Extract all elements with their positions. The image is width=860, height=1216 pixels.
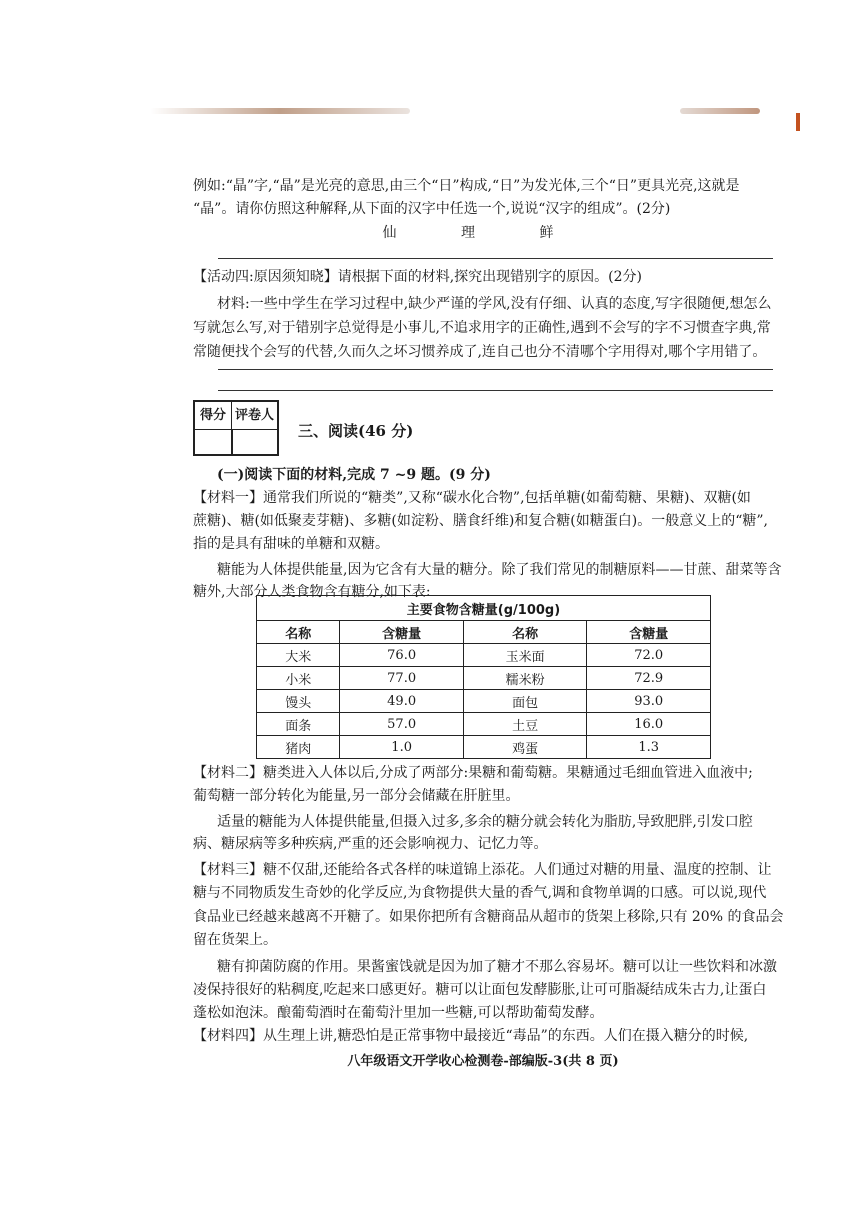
table-title: 主要食物含糖量(g/100g): [257, 596, 711, 621]
answer-line: [218, 390, 773, 391]
table-cell: 72.9: [587, 667, 711, 690]
table-cell: 小米: [257, 667, 340, 690]
scan-artifact: [150, 108, 410, 114]
table-header: 含糖量: [587, 621, 711, 644]
page-footer: 八年级语文开学收心检测卷-部编版-3(共 8 页): [347, 1054, 619, 1069]
material3-line: 留在货架上。: [193, 932, 277, 948]
material3-line: 【材料三】糖不仅甜,还能给各式各样的味道锦上添花。人们通过对糖的用量、温度的控制、让: [193, 862, 772, 878]
table-cell: 77.0: [340, 667, 464, 690]
table-row: [257, 644, 711, 667]
table-cell: 76.0: [340, 644, 464, 667]
table-cell: 49.0: [340, 690, 464, 713]
intro-line: 例如:“晶”字,“晶”是光亮的意思,由三个“日”构成,“日”为发光体,三个“日”更具光亮,这就是: [193, 178, 740, 194]
table-cell: 糯米粉: [463, 667, 587, 690]
table-cell: 馒头: [257, 690, 340, 713]
material1-para-line: 糖外,大部分人类食物含有糖分,如下表:: [193, 584, 431, 600]
table-row: [257, 736, 711, 759]
subsection-heading: (一)阅读下面的材料,完成 7 ~9 题。(9 分): [217, 467, 491, 483]
material2-para-line: 适量的糖能为人体提供能量,但摄入过多,多余的糖分就会转化为脂肪,导致肥胖,引发口腔: [217, 814, 753, 830]
material1-line: 指的是具有甜味的单糖和双糖。: [193, 536, 389, 552]
material2-line: 【材料二】糖类进入人体以后,分成了两部分:果糖和葡萄糖。果糖通过毛细血管进入血液中;: [193, 765, 753, 781]
material3-para-line: 凌保持很好的粘稠度,吃起来口感更好。糖可以让面包发酵膨胀,让可可脂凝结成朱古力,让蛋白: [193, 982, 767, 998]
material2-para-line: 病、糖尿病等多种疾病,严重的还会影响视力、记忆力等。: [193, 836, 548, 852]
activity4-material-line: 常随便找个会写的代替,久而久之坏习惯养成了,连自己也分不清哪个字用得对,哪个字用错了。: [193, 344, 767, 360]
table-row: [257, 667, 711, 690]
material3-para-line: 糖有抑菌防腐的作用。果酱蜜饯就是因为加了糖才不那么容易坏。糖可以让一些饮料和冰激: [217, 959, 777, 975]
table-cell: 猪肉: [257, 736, 340, 759]
activity4-material-line: 材料:一些中学生在学习过程中,缺少严谨的学风,没有仔细、认真的态度,写字很随便,想怎么: [217, 296, 772, 312]
table-cell: 土豆: [463, 713, 587, 736]
material1-para-line: 糖能为人体提供能量,因为它含有大量的糖分。除了我们常见的制糖原料——甘蔗、甜菜等含: [217, 562, 782, 578]
scan-artifact: [680, 108, 760, 114]
material3-para-line: 蓬松如泡沫。酿葡萄酒时在葡萄汁里加一些糖,可以帮助葡萄发酵。: [193, 1005, 604, 1021]
material2-line: 葡萄糖一部分转化为能量,另一部分会储藏在肝脏里。: [193, 788, 520, 804]
table-cell: 57.0: [340, 713, 464, 736]
score-label: 得分: [195, 402, 232, 430]
table-cell: 1.3: [587, 736, 711, 759]
table-cell: 面条: [257, 713, 340, 736]
material3-line: 糖与不同物质发生奇妙的化学反应,为食物提供大量的香气,调和食物单调的口感。可以说,现代: [193, 885, 767, 901]
score-box-divider: [231, 429, 233, 456]
material1-line: 蔗糖)、糖(如低聚麦芽糖)、多糖(如淀粉、膳食纤维)和复合糖(如糖蛋白)。一般意义上的“糖”,: [193, 513, 768, 529]
material3-line: 食品业已经越来越离不开糖了。如果你把所有含糖商品从超市的货架上移除,只有 20% 的食品会: [193, 909, 784, 925]
candidate-characters: 仙 理 鲜: [382, 225, 584, 241]
scan-edge-mark: [796, 113, 800, 131]
table-cell: 1.0: [340, 736, 464, 759]
section-title: 三、阅读(46 分): [298, 422, 414, 440]
intro-line: “晶”。请你仿照这种解释,从下面的汉字中任选一个,说说“汉字的组成”。(2分): [193, 201, 671, 217]
activity4-material-line: 写就怎么写,对于错别字总觉得是小事儿,不追求用字的正确性,遇到不会写的字不习惯查字典,常: [193, 320, 771, 336]
table-header: 含糖量: [340, 621, 464, 644]
table-header: 名称: [257, 621, 340, 644]
material4-line: 【材料四】从生理上讲,糖恐怕是正常事物中最接近“毒品”的东西。人们在摄入糖分的时候,: [193, 1028, 749, 1044]
answer-line: [218, 258, 773, 259]
table-cell: 93.0: [587, 690, 711, 713]
table-row: [257, 690, 711, 713]
sugar-content-table: [256, 595, 711, 759]
table-cell: 72.0: [587, 644, 711, 667]
table-header-row: [257, 621, 711, 644]
table-cell: 大米: [257, 644, 340, 667]
answer-line: [218, 369, 773, 370]
score-box: [193, 400, 279, 456]
table-cell: 面包: [463, 690, 587, 713]
activity4-heading: 【活动四:原因须知晓】请根据下面的材料,探究出现错别字的原因。(2分): [193, 269, 642, 285]
grader-label: 评卷人: [232, 402, 277, 430]
material1-line: 【材料一】通常我们所说的“糖类”,又称“碳水化合物”,包括单糖(如葡萄糖、果糖)、双糖(如: [193, 490, 751, 506]
table-cell: 16.0: [587, 713, 711, 736]
table-cell: 鸡蛋: [463, 736, 587, 759]
table-header: 名称: [463, 621, 587, 644]
table-row: [257, 713, 711, 736]
table-cell: 玉米面: [463, 644, 587, 667]
